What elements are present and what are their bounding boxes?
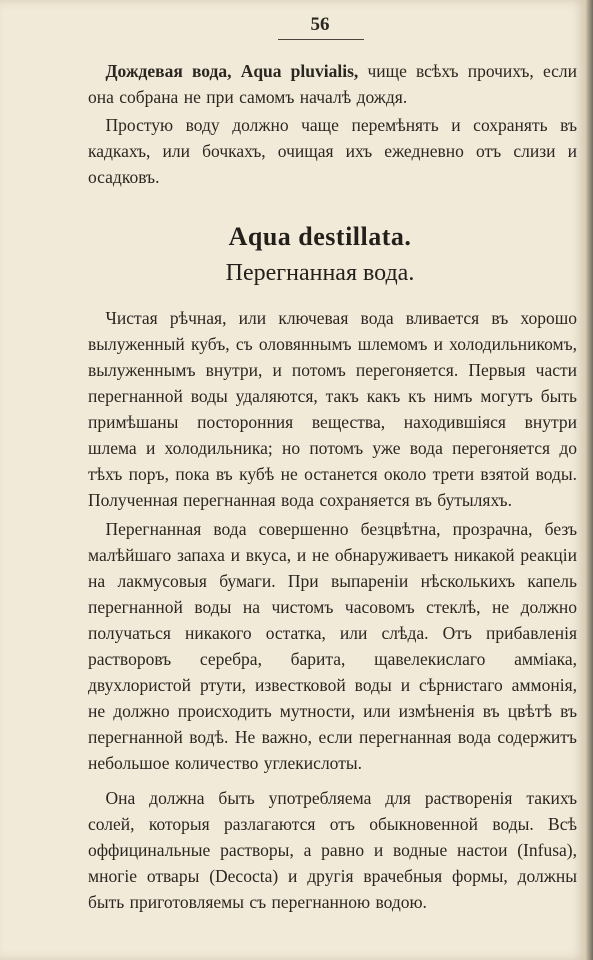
paragraph-text: Чистая рѣчная, или ключевая вода вливается въ хорошо вылуженный кубъ, съ оловяннымъ шлемомъ и холодильникомъ, вылуженнымъ внутри, и потомъ перегоняется. Первыя части перегнанной воды удаляются, такъ какъ къ нимъ могутъ быть примѣшаны посторонния вещества, находившіяся внутри шлема и холодильника; но потомъ уже вода перегоняется до тѣхъ поръ, пока въ кубѣ не останется около трети взятой воды. Полученная перегнанная вода сохраняется въ бутыляхъ. (88, 308, 577, 510)
section-title-latin: Aqua destillata. (228, 222, 412, 251)
page-number: 56 (310, 14, 330, 35)
term-russian: Дождевая вода, (105, 61, 232, 81)
paragraph-text: Она должна быть употребляема для растворенія такихъ солей, которыя разлагаются отъ обыкновенной воды. Всѣ оффицинальные растворы, а равно и водные настои (Infusa), многіе отвары (Decocta) и другія врачебныя формы, должны быть приготовляемы съ перегнанною водою. (88, 788, 577, 912)
paragraph-text: Перегнанная вода совершенно безцвѣтна, прозрачна, безъ малѣйшаго запаха и вкуса, и не обнаруживаетъ никакой реакціи на лакмусовыя бумаги. При выпареніи нѣсколькихъ капель перегнанной воды на чистомъ часовомъ стеклѣ, не должно получаться никакого остатка, или слѣда. Отъ прибавленія растворовъ серебра, барита, щавелекислаго аммiака, двухлористой ртути, известковой воды и сѣрнистаго аммонія, не должно происходить мутности, или измѣненія въ цвѣтѣ въ перегнанной водѣ. Не важно, если перегнанная вода содержитъ небольшое количество углекислоты. (88, 519, 577, 773)
paragraph-distillation (88, 305, 577, 513)
page-number-rule (278, 39, 364, 40)
paragraph-usage (88, 785, 577, 915)
paragraph-simple-water (88, 112, 577, 190)
paragraph-text: чище всѣхъ прочихъ, если она собрана не при самомъ началѣ дождя. (88, 61, 578, 107)
page-edge (586, 0, 593, 960)
term-latin: Aqua pluvialis, (240, 61, 359, 81)
paragraph-properties (88, 516, 577, 776)
paragraph-rain-water (88, 58, 577, 110)
section-title-russian: Перегнанная вода. (225, 260, 415, 286)
paragraph-text: Простую воду должно чаще перемѣнять и сохранять въ кадкахъ, или бочкахъ, очищая ихъ ежедневно отъ слизи и осадковъ. (88, 115, 577, 187)
